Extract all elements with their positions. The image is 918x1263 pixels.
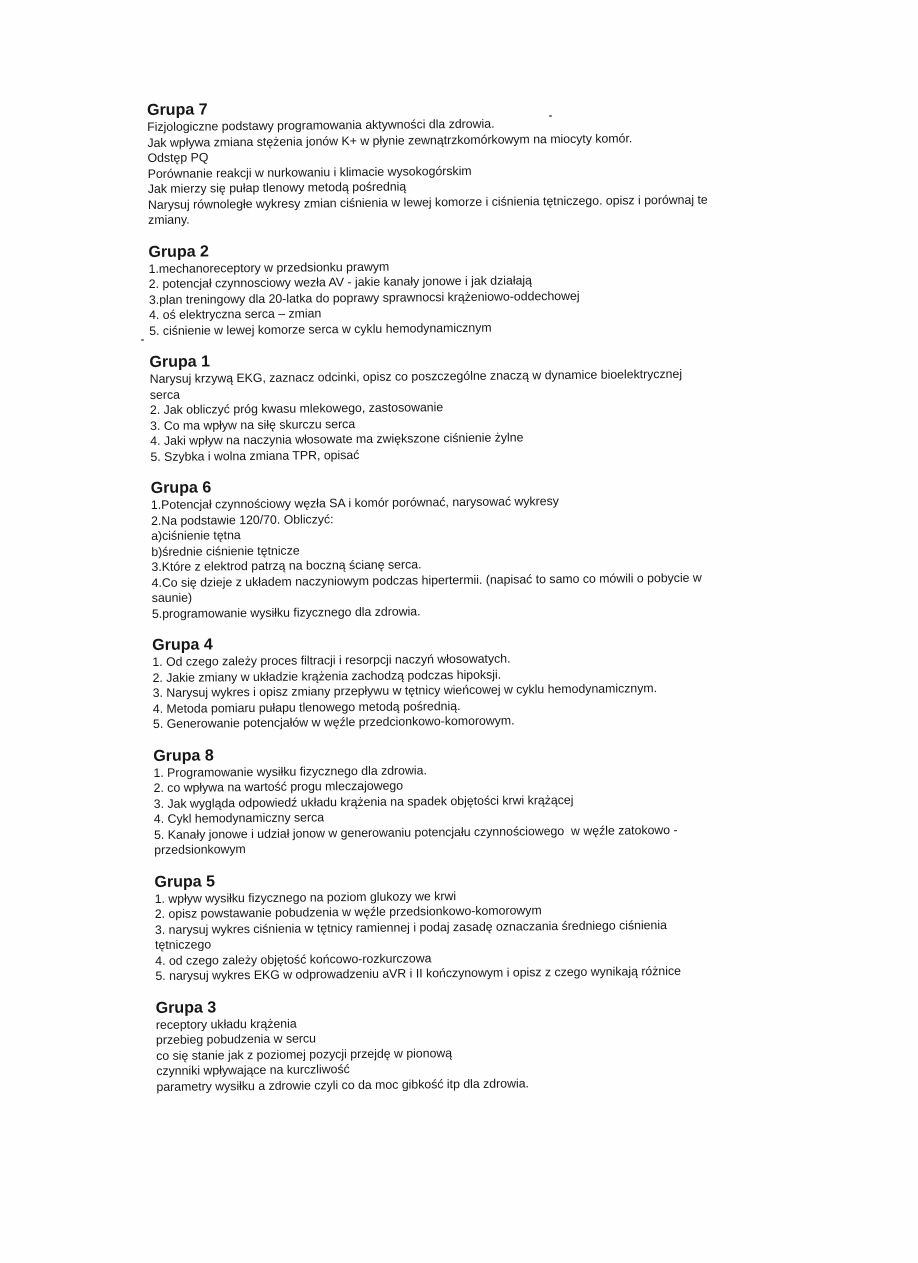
exam-question-list bbox=[147, 95, 782, 1095]
question-line: 4. oś elektryczna serca – zmian bbox=[148, 306, 322, 322]
question-line: 5. narysuj wykres EKG w odprowadzeniu aVR i II kończynowym i opisz z czego wynikają różnice bbox=[155, 963, 682, 983]
question-line: Fizjologiczne podstawy programowania aktywności dla zdrowia. bbox=[147, 116, 495, 134]
question-line: 4. Cykl hemodynamiczny serca bbox=[153, 810, 325, 826]
question-line: 5. Generowanie potencjałów w węźle przedcionkowo-komorowym. bbox=[152, 713, 515, 731]
question-line: 2. co wpływa na wartość progu mleczajowego bbox=[153, 778, 404, 795]
question-line: 3. Narysuj wykres i opisz zmiany przepływu w tętnicy wieńcowej w cyklu hemodynamicznym. bbox=[152, 681, 658, 700]
question-line: 2. opisz powstawanie pobudzenia w węźle przedsionkowo-komorowym bbox=[154, 903, 542, 921]
question-line: 4. Jaki wpływ na naczynia włosowate ma zwiększone ciśnienie żylne bbox=[150, 430, 524, 448]
question-line: 1. Od czego zależy proces filtracji i resorpcji naczyń włosowatych. bbox=[152, 651, 511, 669]
question-line: 5. Szybka i wolna zmiana TPR, opisać bbox=[150, 447, 360, 464]
question-line: zmiany. bbox=[148, 212, 190, 227]
group-title: Grupa 5 bbox=[154, 872, 216, 891]
group-1 bbox=[149, 347, 775, 465]
question-line: 2. Jakie zmiany w układzie krążenia zachodzą podczas hipoksji. bbox=[152, 667, 502, 685]
question-line: czynniki wpływające na kurczliwość bbox=[156, 1062, 350, 1078]
group-5 bbox=[154, 866, 780, 984]
question-line: serca bbox=[149, 387, 180, 402]
question-line: co się stanie jak z poziomej pozycji przejdę w pionową bbox=[156, 1045, 453, 1063]
question-line: Jak mierzy się pułap tlenowy metodą pośrednią bbox=[147, 179, 407, 196]
question-line: 5. Kanały jonowe i udział jonow w generowaniu potencjału czynnościowego w węźle zatokowo - bbox=[153, 822, 678, 842]
group-title: Grupa 4 bbox=[152, 636, 213, 654]
scan-speck bbox=[141, 339, 144, 341]
group-title: Grupa 1 bbox=[149, 353, 211, 371]
question-line: Odstęp PQ bbox=[147, 150, 209, 165]
question-line: 2. Jak obliczyć próg kwasu mlekowego, zastosowanie bbox=[149, 400, 444, 417]
question-line: Jak wpływa zmiana stężenia jonów K+ w płynie zewnątrzkomórkowym na miocyty komór. bbox=[147, 130, 633, 150]
question-line: 4.Co się dzieje z układem naczyniowym podczas hipertermii. (napisać to samo co mówili o pobycie w bbox=[151, 570, 702, 590]
group-title: Grupa 6 bbox=[150, 479, 212, 497]
question-line: Narysuj równoległe wykresy zmian ciśnienia w lewej komorze i ciśnienia tętniczego. opisz i porównaj te bbox=[147, 192, 708, 212]
question-line: przedsionkowym bbox=[154, 842, 246, 857]
question-line: 1.Potencjał czynnościowy węzła SA i komór porównać, narysować wykresy bbox=[150, 494, 559, 512]
group-3 bbox=[156, 992, 782, 1094]
question-line: 4. od czego zależy objętość końcowo-rozkurczowa bbox=[155, 950, 432, 968]
group-2 bbox=[148, 236, 774, 338]
question-line: b)średnie ciśnienie tętnicze bbox=[151, 543, 300, 559]
question-line: 1.mechanoreceptory w przedsionku prawym bbox=[148, 259, 390, 276]
question-line: receptory układu krążenia bbox=[155, 1016, 297, 1032]
group-title: Grupa 7 bbox=[147, 101, 208, 119]
group-6 bbox=[151, 473, 777, 622]
question-line: 3. Jak wygląda odpowiedź układu krążenia na spadek objętości krwi krążącej bbox=[153, 792, 574, 811]
question-line: parametry wysiłku a zdrowie czyli co da moc gibkość itp dla zdrowia. bbox=[156, 1075, 529, 1094]
question-line: 3. Co ma wpływ na siłę skurczu serca bbox=[150, 416, 356, 433]
question-line: 2.Na podstawie 120/70. Obliczyć: bbox=[150, 511, 334, 528]
question-line: 5. ciśnienie w lewej komorze serca w cyklu hemodynamicznym bbox=[149, 320, 492, 338]
group-title: Grupa 2 bbox=[148, 242, 209, 261]
question-line: 3.plan treningowy dla 20-latka do poprawy sprawnocsi krążeniowo-oddechowej bbox=[148, 288, 580, 307]
question-line: 3. narysuj wykres ciśnienia w tętnicy ramiennej i podaj zasadę oznaczania średniego ciśnienia bbox=[154, 917, 667, 937]
question-line: a)ciśnienie tętna bbox=[151, 528, 241, 543]
question-line: Porównanie reakcji w nurkowaniu i klimacie wysokogórskim bbox=[147, 163, 472, 181]
group-8 bbox=[153, 740, 779, 858]
group-title: Grupa 3 bbox=[155, 998, 217, 1017]
question-line: przebieg pobudzenia w sercu bbox=[155, 1031, 317, 1047]
question-line: 2. potencjał czynnosciowy wezła AV - jakie kanały jonowe i jak działają bbox=[148, 273, 533, 291]
question-line: 1. wpływ wysiłku fizycznego na poziom glukozy we krwi bbox=[154, 888, 457, 906]
question-line: 1. Programowanie wysiłku fizycznego dla zdrowia. bbox=[153, 762, 427, 780]
question-line: saunie) bbox=[151, 590, 193, 605]
question-line: 3.Które z elektrod patrzą na boczną ścianę serca. bbox=[151, 557, 422, 574]
group-4 bbox=[152, 630, 778, 732]
question-line: Narysuj krzywą EKG, zaznacz odcinki, opisz co poszczególne znaczą w dynamice bioelektrycznej bbox=[149, 366, 683, 386]
question-line: tętniczego bbox=[155, 937, 212, 952]
question-line: 4. Metoda pomiaru pułapu tlenowego metodą pośrednią. bbox=[152, 698, 461, 716]
group-7 bbox=[147, 95, 773, 228]
question-line: 5.programowanie wysiłku fizycznego dla zdrowia. bbox=[151, 603, 421, 621]
group-title: Grupa 8 bbox=[153, 746, 214, 765]
